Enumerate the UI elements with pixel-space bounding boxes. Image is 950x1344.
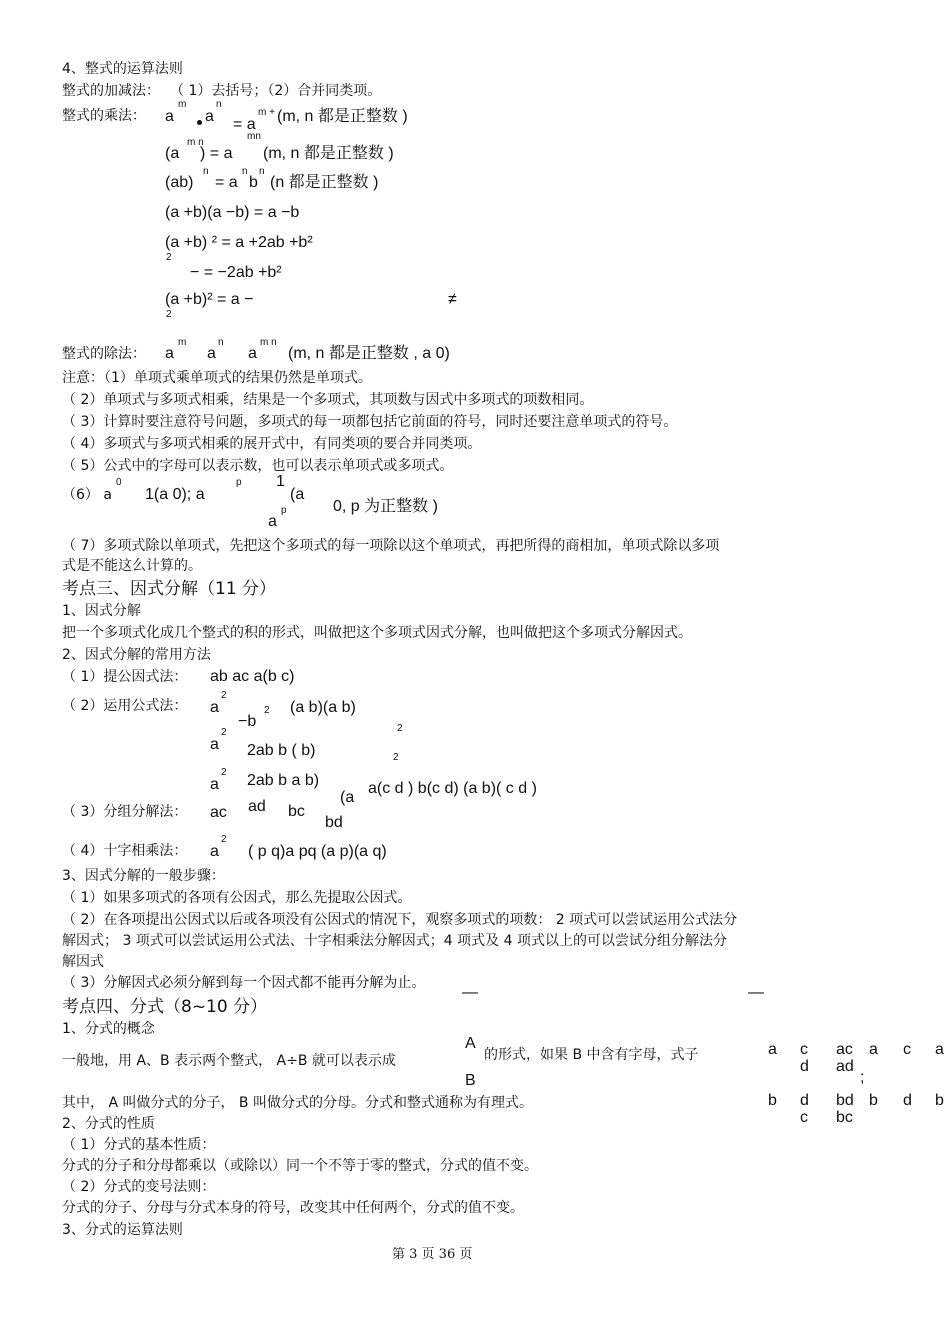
formula-line: (a +b)(a −b) = a −b — [165, 204, 300, 221]
formula-sup: n — [203, 166, 209, 177]
note: （ 2）单项式与多项式相乘，结果是一个多项式，其项数与因式中多项式的项数相同。 — [62, 392, 594, 408]
formula-base: a — [210, 736, 219, 753]
formula-base: d — [800, 1092, 809, 1109]
method-formula: a(c d ) b(c d) (a b)( c d ) — [368, 780, 537, 797]
formula-equals: = a — [233, 116, 256, 133]
formula-base: a — [210, 843, 219, 860]
formula-base: ac — [210, 804, 227, 821]
note: （ 4）多项式与多项式相乘的展开式中，有同类项的要合并同类项。 — [62, 436, 482, 452]
section-heading: 考点四、分式（8~10 分） — [62, 997, 268, 1017]
formula-base: a — [935, 1041, 944, 1058]
formula-base: a — [869, 1041, 878, 1058]
method-formula: (a b)(a b) — [290, 699, 356, 716]
formula-base: a — [248, 345, 257, 362]
subheading: 1、因式分解 — [62, 603, 141, 619]
mul-label: 整式的乘法： — [62, 108, 146, 124]
method-label: （ 1）提公因式法： — [62, 669, 188, 685]
formula-base: a — [165, 108, 174, 125]
formula-base: ) = a — [200, 145, 233, 162]
paragraph: （ 2）在各项提出公因式以后或各项没有公因式的情况下，观察多项式的项数： 2 项式可以尝试运用公式法分 — [62, 912, 738, 928]
formula-sup: m n — [187, 137, 204, 148]
formula-base: = a — [215, 174, 238, 191]
formula-sup: n — [242, 166, 248, 177]
formula-sup: 2 — [221, 834, 227, 845]
formula-base: ; — [860, 1069, 865, 1086]
formula-condition: 0, p 为正整数 ) — [333, 498, 438, 515]
formula-base: a — [207, 345, 216, 362]
add-rule: （ 1）去括号；（2）合并同类项。 — [170, 83, 382, 99]
formula-base: bc — [288, 803, 305, 820]
method-label: （ 4）十字相乘法： — [62, 843, 188, 859]
formula-base: c — [903, 1041, 911, 1058]
formula-sup: m + — [258, 107, 275, 118]
div-label: 整式的除法： — [62, 346, 146, 362]
formula-sup: 2 — [166, 309, 172, 320]
formula-condition: (n 都是正整数 ) — [270, 174, 379, 191]
section-heading: 考点三、因式分解（11 分） — [62, 579, 277, 599]
add-label: 整式的加减法： — [62, 83, 160, 99]
paragraph: 一般地，用 A、B 表示两个整式， A÷B 就可以表示成 — [62, 1053, 396, 1069]
formula-sup: mn — [247, 131, 261, 142]
fraction-numerator: A — [465, 1035, 476, 1052]
paragraph: （ 2）分式的变号法则： — [62, 1179, 216, 1195]
formula-line: (a +b)² = a − — [165, 291, 254, 308]
note: 式是不能这么计算的。 — [62, 558, 202, 574]
formula-base: b — [935, 1092, 944, 1109]
fraction-denominator: B — [465, 1072, 476, 1089]
formula-line: (a +b) ² = a +2ab +b² — [165, 234, 313, 251]
formula-sup: n — [218, 337, 224, 348]
formula-base: (a — [340, 789, 355, 806]
formula-base: −b — [238, 713, 257, 730]
formula-base: bc — [836, 1109, 853, 1126]
formula-sup: 0 — [116, 477, 122, 488]
subheading: 3、因式分解的一般步骤： — [62, 868, 225, 884]
note: （ 7）多项式除以单项式，先把这个多项式的每一项除以这个单项式，再把所得的商相加，单项式除以多项 — [62, 538, 720, 554]
formula-sup: 2 — [221, 767, 227, 778]
method-label: （ 2）运用公式法： — [62, 698, 188, 714]
formula-sup: 2 — [264, 705, 270, 716]
formula-base: c — [800, 1109, 808, 1126]
formula-base: bd — [325, 814, 343, 831]
formula-line: − = −2ab +b² — [190, 264, 282, 281]
formula-base: (ab) — [165, 174, 194, 191]
paragraph: 的形式，如果 B 中含有字母，式子 — [484, 1047, 699, 1063]
formula-base: d — [903, 1092, 912, 1109]
formula-base: b — [768, 1092, 777, 1109]
formula-condition: (m, n 都是正整数 ) — [263, 145, 394, 162]
formula-base: a — [165, 345, 174, 362]
formula-sup: 2 — [166, 252, 172, 263]
formula-base: a — [768, 1041, 777, 1058]
formula-base: ac — [836, 1041, 853, 1058]
page-footer: 第 3 页 36 页 — [392, 1247, 473, 1262]
formula-base: a — [210, 776, 219, 793]
dot-icon — [197, 120, 202, 125]
formula-sup: p — [236, 477, 242, 488]
subheading: 2、因式分解的常用方法 — [62, 647, 211, 663]
subheading: 1、分式的概念 — [62, 1021, 155, 1037]
formula-base: c — [800, 1041, 808, 1058]
method-formula: 2ab b a b) — [247, 772, 320, 789]
formula-condition: (m, n 都是正整数 , a 0) — [288, 345, 450, 362]
formula-sup: 2 — [221, 727, 227, 738]
formula-base: ad — [248, 798, 266, 815]
paragraph: 解因式； 3 项式可以尝试运用公式法、十字相乘法分解因式；4 项式及 4 项式以上的可以尝试分组分解法分 — [62, 933, 727, 949]
formula-base: a — [268, 513, 277, 530]
formula-sup: 2 — [393, 752, 399, 763]
paragraph: （ 3）分解因式必须分解到每一个因式都不能再分解为止。 — [62, 975, 426, 991]
note: 注意：（1）单项式乘单项式的结果仍然是单项式。 — [62, 370, 372, 386]
note: （ 3）计算时要注意符号问题，多项式的每一项都包括它前面的符号，同时还要注意单项式的符号。 — [62, 414, 678, 430]
note: （ 5）公式中的字母可以表示数，也可以表示单项式或多项式。 — [62, 458, 454, 474]
formula-base: a — [205, 108, 214, 125]
formula-base: 1 — [276, 473, 285, 490]
method-formula: ( p q)a pq (a p)(a q) — [248, 843, 387, 860]
formula-condition: (m, n 都是正整数 ) — [277, 108, 408, 125]
paragraph: 其中， A 叫做分式的分子， B 叫做分式的分母。分式和整式通称为有理式。 — [62, 1095, 533, 1111]
method-label: （ 3）分组分解法： — [62, 804, 188, 820]
formula-base: (a — [165, 145, 180, 162]
formula-sup: m — [178, 337, 187, 348]
formula-sup: 2 — [221, 690, 227, 701]
formula-base: b — [869, 1092, 878, 1109]
subheading: 3、分式的运算法则 — [62, 1222, 183, 1238]
formula-base: b — [249, 174, 258, 191]
formula-sup: n — [259, 166, 265, 177]
formula-base: 1(a 0); a — [145, 486, 205, 503]
formula-sup: 2 — [397, 723, 403, 734]
paragraph: （ 1）分式的基本性质： — [62, 1137, 216, 1153]
dash-mark: — — [462, 984, 478, 1001]
formula-base: ad — [836, 1058, 854, 1075]
formula-base: d — [800, 1058, 809, 1075]
note: （6） a — [62, 487, 112, 503]
paragraph: （ 1）如果多项式的各项有公因式，那么先提取公因式。 — [62, 890, 412, 906]
formula-base: (a — [290, 486, 305, 503]
formula-sup: p — [281, 505, 287, 516]
paragraph: 分式的分子、分母与分式本身的符号，改变其中任何两个，分式的值不变。 — [62, 1200, 524, 1216]
formula-sup: m — [178, 99, 187, 110]
paragraph: 把一个多项式化成几个整式的积的形式，叫做把这个多项式因式分解，也叫做把这个多项式分解因式。 — [62, 625, 692, 641]
formula-base: a — [210, 699, 219, 716]
not-equal-icon: ≠ — [448, 291, 457, 308]
method-formula: 2ab b ( b) — [247, 742, 316, 759]
formula-sup: n — [216, 99, 222, 110]
formula-base: bd — [836, 1092, 854, 1109]
paragraph: 解因式 — [62, 954, 104, 970]
section-title: 4、整式的运算法则 — [62, 61, 183, 77]
formula-sup: m n — [260, 337, 277, 348]
dash-mark: — — [748, 984, 764, 1001]
subheading: 2、分式的性质 — [62, 1116, 155, 1132]
paragraph: 分式的分子和分母都乘以（或除以）同一个不等于零的整式，分式的值不变。 — [62, 1158, 538, 1174]
method-formula: ab ac a(b c) — [210, 668, 295, 685]
